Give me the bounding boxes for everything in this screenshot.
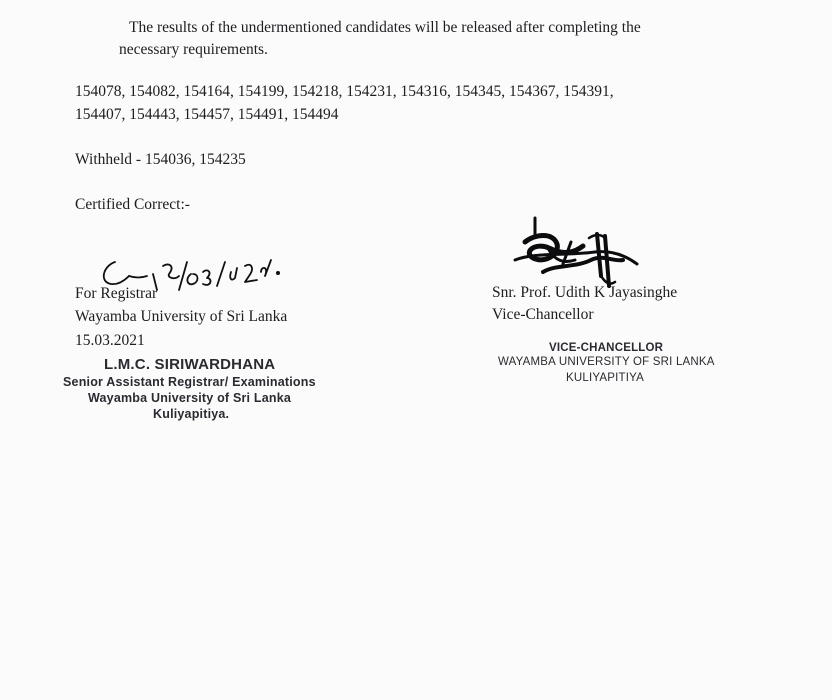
- vc-stamp-title: VICE-CHANCELLOR: [549, 342, 664, 354]
- registrar-date: 15.03.2021: [75, 332, 145, 349]
- candidate-list-line-2: 154407, 154443, 154457, 154491, 154494: [75, 106, 339, 123]
- intro-line-1: The results of the undermentioned candidates will be released after completing the: [129, 19, 641, 36]
- vc-name: Snr. Prof. Udith K Jayasinghe: [492, 284, 678, 301]
- for-registrar: For Registrar: [75, 285, 158, 302]
- candidate-list-line-1: 154078, 154082, 154164, 154199, 154218, 154231, 154316, 154345, 154367, 154391,: [75, 83, 614, 100]
- withheld-line: Withheld - 154036, 154235: [75, 151, 246, 168]
- stamp-university: Wayamba University of Sri Lanka: [88, 391, 292, 405]
- registrar-university: Wayamba University of Sri Lanka: [75, 308, 288, 325]
- certified-correct: Certified Correct:-: [75, 196, 190, 213]
- vc-title: Vice-Chancellor: [492, 306, 594, 323]
- vc-stamp-place: KULIYAPITIYA: [566, 372, 645, 384]
- stamp-title: Senior Assistant Registrar/ Examinations: [63, 375, 316, 389]
- stamp-name: L.M.C. SIRIWARDHANA: [104, 356, 276, 373]
- vc-stamp-university: WAYAMBA UNIVERSITY OF SRI LANKA: [498, 356, 715, 368]
- stamp-place: Kuliyapitiya.: [153, 407, 230, 421]
- intro-line-2: necessary requirements.: [119, 41, 268, 58]
